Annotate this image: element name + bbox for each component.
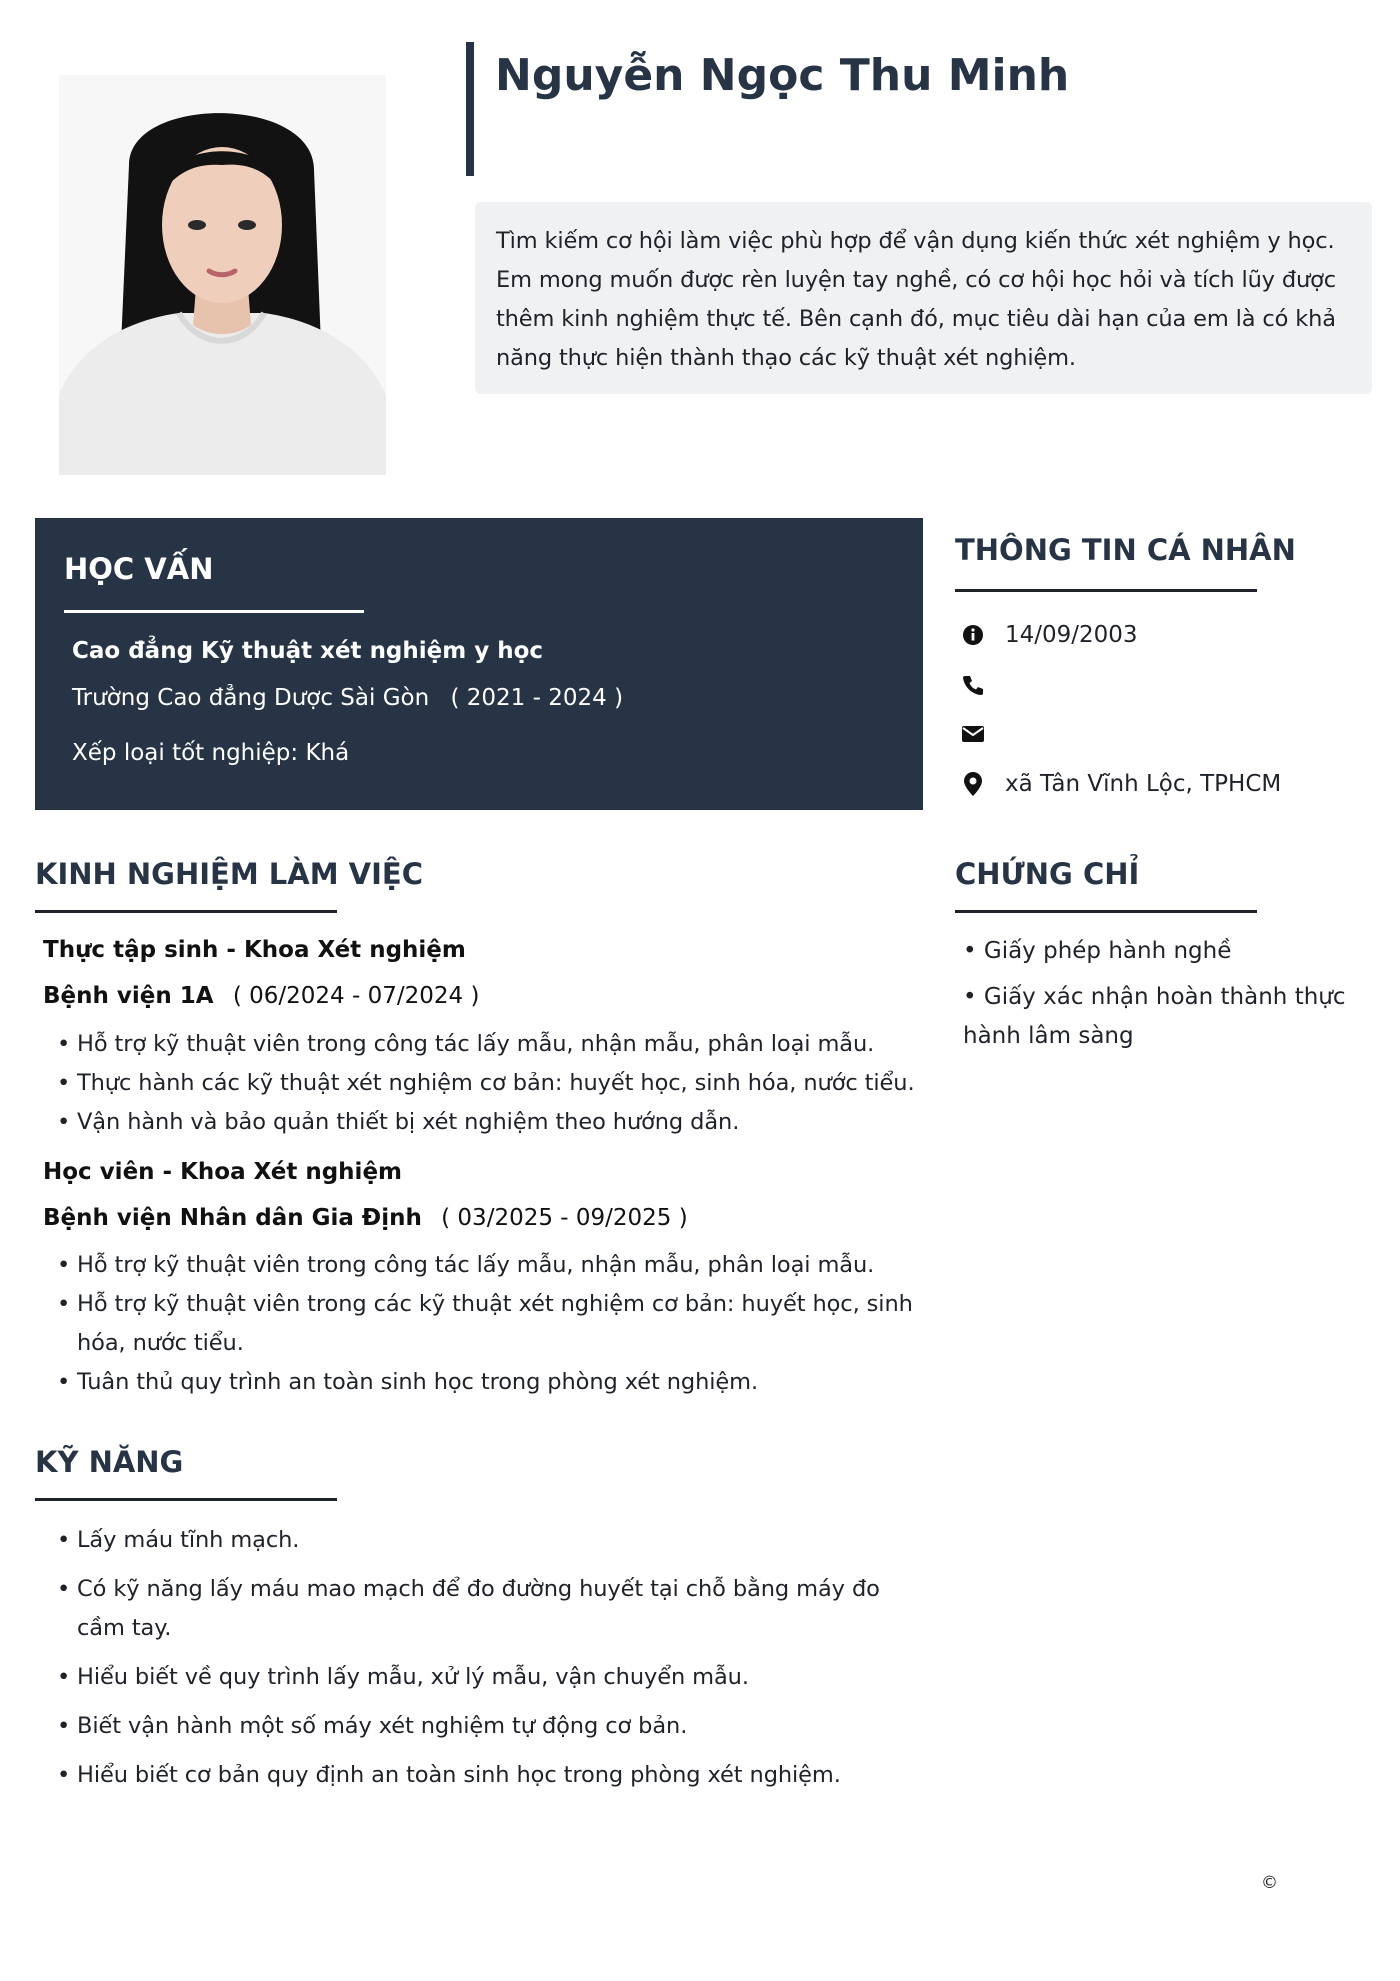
list-item: • Biết vận hành một số máy xét nghiệm tự động cơ bản. — [57, 1707, 917, 1746]
skills-underline — [35, 1498, 337, 1501]
job-2-position: Học viên - Khoa Xét nghiệm — [43, 1159, 403, 1185]
info-birthday — [961, 622, 1138, 648]
candidate-name: Nguyễn Ngọc Thu Minh — [495, 50, 1070, 101]
list-item: • Hỗ trợ kỹ thuật viên trong công tác lấy mẫu, nhận mẫu, phân loại mẫu. — [57, 1246, 917, 1285]
certificates-underline — [955, 910, 1257, 913]
info-email — [961, 722, 1005, 746]
education-school: Trường Cao đẳng Dược Sài Gòn — [72, 685, 430, 711]
job-2-period: ( 03/2025 - 09/2025 ) — [441, 1205, 688, 1231]
list-item: • Hiểu biết về quy trình lấy mẫu, xử lý mẫu, vận chuyển mẫu. — [57, 1658, 917, 1697]
education-period: ( 2021 - 2024 ) — [450, 685, 624, 711]
personal-info-underline — [955, 589, 1257, 592]
job-2-tasks — [57, 1246, 917, 1402]
list-item: • Lấy máu tĩnh mạch. — [57, 1521, 917, 1560]
name-accent-bar — [466, 42, 474, 176]
job-2-org: Bệnh viện Nhân dân Gia Định — [43, 1205, 422, 1231]
profile-photo — [59, 75, 386, 475]
certificate-item: • Giấy xác nhận hoàn thành thực hành lâm sàng — [963, 984, 1346, 1049]
education-title: HỌC VẤN — [64, 552, 214, 586]
job-2-org-line — [43, 1205, 688, 1231]
list-item: • Vận hành và bảo quản thiết bị xét nghiệm theo hướng dẫn. — [57, 1103, 917, 1142]
education-school-line — [72, 685, 623, 711]
career-objective — [475, 202, 1372, 394]
list-item: • Thực hành các kỹ thuật xét nghiệm cơ bản: huyết học, sinh hóa, nước tiểu. — [57, 1064, 917, 1103]
education-degree: Cao đẳng Kỹ thuật xét nghiệm y học — [72, 638, 544, 664]
experience-title: KINH NGHIỆM LÀM VIỆC — [35, 857, 424, 891]
list-item: • Hỗ trợ kỹ thuật viên trong các kỹ thuật xét nghiệm cơ bản: huyết học, sinh hóa, nước tiểu. — [57, 1285, 917, 1363]
info-icon — [961, 623, 985, 647]
location-pin-icon — [961, 772, 985, 796]
education-title-underline — [64, 610, 364, 613]
job-1-position: Thực tập sinh - Khoa Xét nghiệm — [43, 937, 466, 963]
skills-title: KỸ NĂNG — [35, 1445, 184, 1479]
certificates-title: CHỨNG CHỈ — [955, 857, 1140, 891]
phone-icon — [961, 673, 985, 697]
objective-text: Tìm kiếm cơ hội làm việc phù hợp để vận dụng kiến thức xét nghiệm y học. Em mong muốn được rèn luyện tay nghề, có cơ hội học hỏi và tích lũy được thêm kinh nghiệm thực tế. Bên cạnh đó, mục tiêu dài hạn của em là có khả năng thực hiện thành thạo các kỹ thuật xét nghiệm. — [496, 228, 1336, 371]
list-item: • Hỗ trợ kỹ thuật viên trong công tác lấy mẫu, nhận mẫu, phân loại mẫu. — [57, 1025, 917, 1064]
skills-list — [57, 1521, 917, 1795]
list-item: • Hiểu biết cơ bản quy định an toàn sinh học trong phòng xét nghiệm. — [57, 1756, 917, 1795]
birthday-value: 14/09/2003 — [1005, 622, 1138, 648]
certificate-item: • Giấy phép hành nghề — [963, 938, 1232, 964]
education-section — [35, 518, 923, 810]
info-address — [961, 771, 1281, 797]
info-phone — [961, 673, 1005, 697]
list-item: • Có kỹ năng lấy máu mao mạch để đo đường huyết tại chỗ bằng máy đo cầm tay. — [57, 1570, 917, 1648]
list-item: • Tuân thủ quy trình an toàn sinh học trong phòng xét nghiệm. — [57, 1363, 917, 1402]
address-value: xã Tân Vĩnh Lộc, TPHCM — [1005, 771, 1282, 797]
education-grade: Xếp loại tốt nghiệp: Khá — [72, 740, 350, 766]
personal-info-title: THÔNG TIN CÁ NHÂN — [955, 533, 1296, 567]
job-1-org-line — [43, 983, 479, 1009]
copyright-mark: © — [1261, 1873, 1278, 1893]
job-1-period: ( 06/2024 - 07/2024 ) — [232, 983, 480, 1009]
envelope-icon — [961, 722, 985, 746]
experience-underline — [35, 910, 337, 913]
job-1-tasks — [57, 1025, 917, 1142]
job-1-org: Bệnh viện 1A — [43, 983, 214, 1009]
